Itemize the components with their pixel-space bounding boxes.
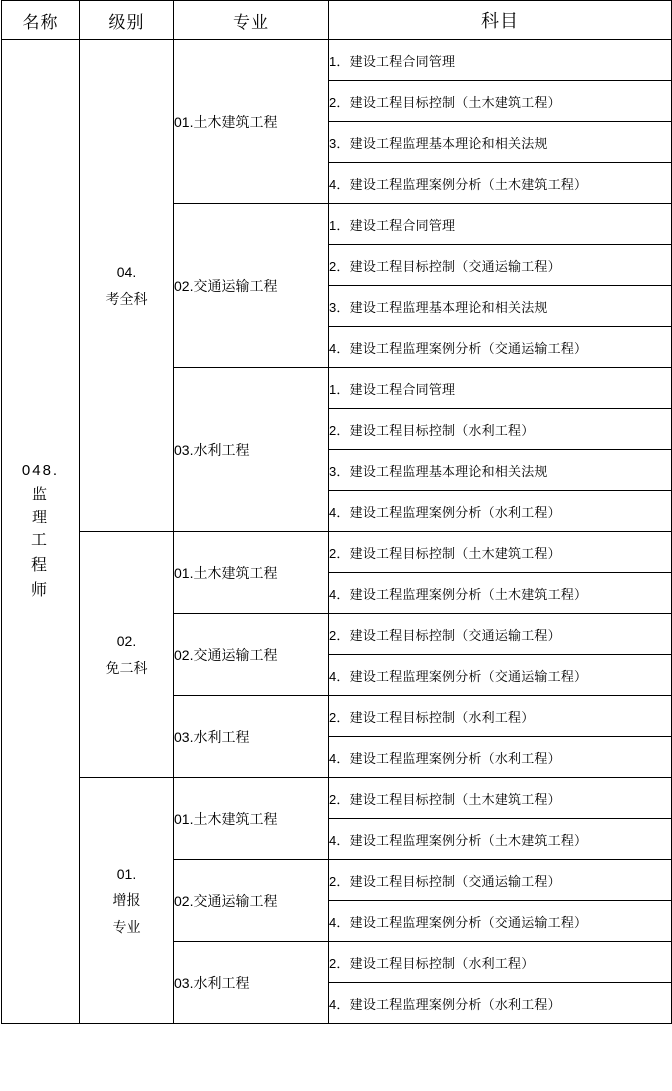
cell-subject: 2．建设工程目标控制（水利工程）	[329, 696, 672, 737]
cell-subject: 4．建设工程监理案例分析（水利工程）	[329, 737, 672, 778]
cell-level-additional-major	[80, 778, 174, 1024]
cell-subject: 2．建设工程目标控制（水利工程）	[329, 409, 672, 450]
exam-subjects-table	[1, 0, 672, 1024]
cell-subject: 3．建设工程监理基本理论和相关法规	[329, 450, 672, 491]
level-line: 01.	[116, 865, 137, 882]
name-stack	[2, 459, 79, 603]
cell-subject: 4．建设工程监理案例分析（土木建筑工程）	[329, 163, 672, 204]
cell-major-water: 03.水利工程	[174, 368, 329, 532]
cell-subject: 2．建设工程目标控制（交通运输工程）	[329, 860, 672, 901]
cell-major-water: 03.水利工程	[174, 942, 329, 1024]
cell-subject: 4．建设工程监理案例分析（交通运输工程）	[329, 327, 672, 368]
cell-level-full-exam	[80, 40, 174, 532]
cell-major-transport: 02.交通运输工程	[174, 860, 329, 942]
cell-subject: 4．建设工程监理案例分析（水利工程）	[329, 983, 672, 1024]
cell-major-transport: 02.交通运输工程	[174, 204, 329, 368]
column-header-name: 名称	[2, 1, 80, 40]
cell-subject: 4．建设工程监理案例分析（水利工程）	[329, 491, 672, 532]
cell-major-civil: 01.土木建筑工程	[174, 778, 329, 860]
column-header-level: 级别	[80, 1, 174, 40]
column-header-major: 专业	[174, 1, 329, 40]
cell-subject: 4．建设工程监理案例分析（交通运输工程）	[329, 655, 672, 696]
cell-major-civil: 01.土木建筑工程	[174, 40, 329, 204]
cell-level-exempt-two	[80, 532, 174, 778]
name-line: 048.	[21, 462, 60, 480]
cell-subject: 1．建设工程合同管理	[329, 368, 672, 409]
table-row	[2, 40, 672, 81]
cell-major-civil: 01.土木建筑工程	[174, 532, 329, 614]
table-header-row	[2, 1, 672, 40]
table-body	[2, 40, 672, 1024]
table-row	[2, 532, 672, 573]
level-line: 考全科	[105, 290, 148, 307]
cell-subject: 2．建设工程目标控制（水利工程）	[329, 942, 672, 983]
table-header	[2, 1, 672, 40]
cell-name	[2, 40, 80, 1024]
level-line: 04.	[116, 263, 137, 280]
cell-subject: 4．建设工程监理案例分析（交通运输工程）	[329, 901, 672, 942]
column-header-subject: 科目	[329, 1, 672, 40]
cell-subject: 4．建设工程监理案例分析（土木建筑工程）	[329, 819, 672, 860]
cell-subject: 1．建设工程合同管理	[329, 40, 672, 81]
level-line: 专业	[112, 918, 141, 935]
name-line: 监	[31, 485, 49, 503]
cell-subject: 2．建设工程目标控制（土木建筑工程）	[329, 532, 672, 573]
name-line: 程	[30, 556, 50, 574]
name-line: 理	[31, 508, 49, 526]
level-line: 02.	[116, 632, 137, 649]
cell-subject: 3．建设工程监理基本理论和相关法规	[329, 286, 672, 327]
cell-major-transport: 02.交通运输工程	[174, 614, 329, 696]
cell-subject: 3．建设工程监理基本理论和相关法规	[329, 122, 672, 163]
cell-subject: 4．建设工程监理案例分析（土木建筑工程）	[329, 573, 672, 614]
cell-subject: 1．建设工程合同管理	[329, 204, 672, 245]
name-line: 工	[30, 532, 50, 550]
cell-major-water: 03.水利工程	[174, 696, 329, 778]
cell-subject: 2．建设工程目标控制（土木建筑工程）	[329, 81, 672, 122]
cell-subject: 2．建设工程目标控制（土木建筑工程）	[329, 778, 672, 819]
table-row	[2, 778, 672, 819]
level-line: 增报	[112, 892, 141, 909]
cell-subject: 2．建设工程目标控制（交通运输工程）	[329, 614, 672, 655]
cell-subject: 2．建设工程目标控制（交通运输工程）	[329, 245, 672, 286]
name-line: 师	[30, 581, 50, 599]
level-line: 免二科	[105, 659, 148, 676]
